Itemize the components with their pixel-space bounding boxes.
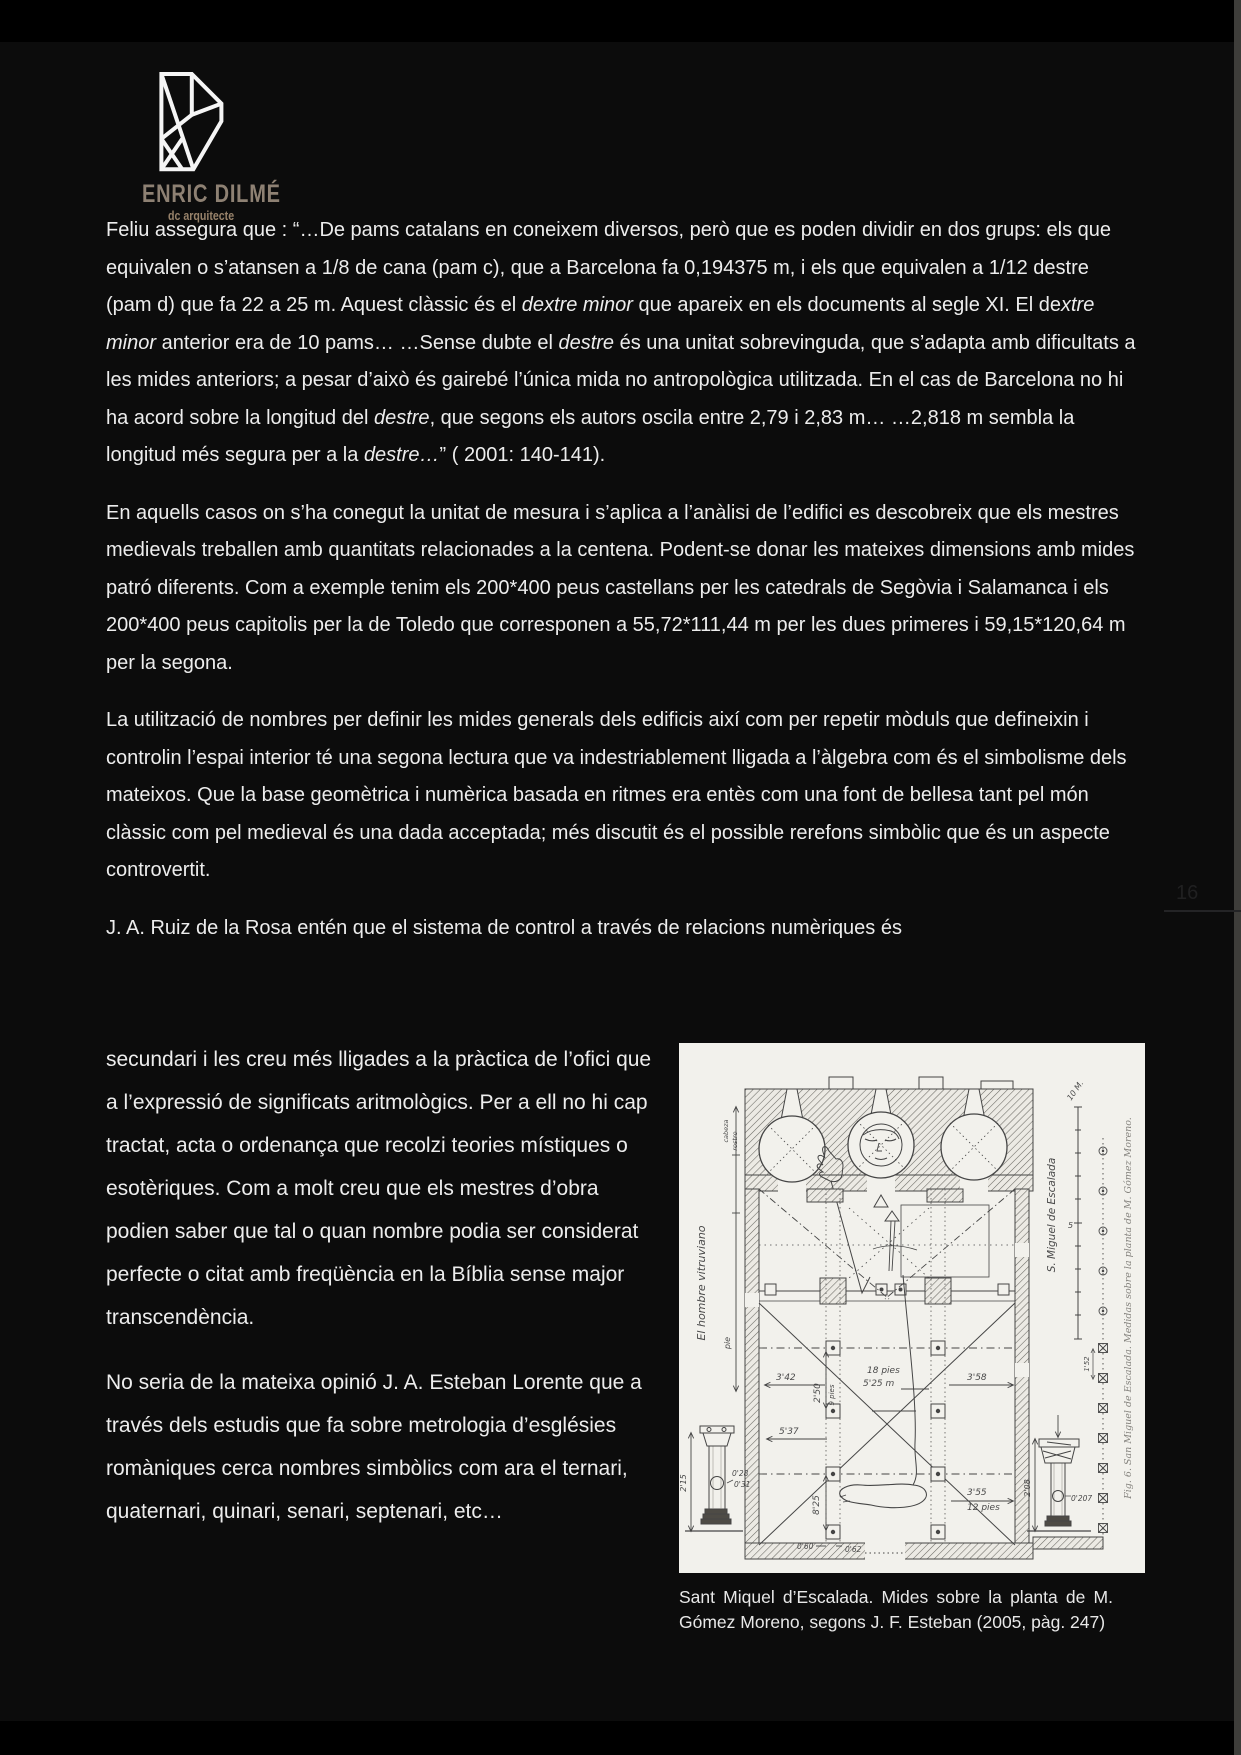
dim-label-9pies: 9 pies (828, 1384, 836, 1406)
dim-label-525: 5'25 m (863, 1379, 895, 1389)
scale-label-10m: 10 M. (1065, 1078, 1086, 1103)
dim-label-152: 1'52 (1083, 1356, 1091, 1372)
dim-label-18pies: 18 pies (867, 1366, 900, 1376)
body-text (106, 212, 1136, 967)
dim-label-208: 2'08 (1023, 1479, 1032, 1497)
vitruvian-man-label: El hombre vitruviano (695, 1225, 708, 1341)
dim-label-825: 8'25 (812, 1495, 822, 1515)
paragraph-1: Feliu assegura que : “…De pams catalans en coneixem diversos, però que es poden dividir en dos grups: els que equivalen o s’atansen a 1/8 de cana (pam c), que a Barcelona fa 0,194375 m, i els que equivalen a 1/12 destre (pam d) que fa 22 a 25 m. Aquest clàssic és el dextre minor que apareix en els documents al segle XI. El dextre minor anterior era de 10 pams… …Sense dubte el destre és una unitat sobrevinguda, que s’adapta amb dificultats a les mides anteriors; a pesar d’això és gairebé l’única mida no antropològica utilitzada. En el cas de Barcelona no hi ha acord sobre la longitud del destre, que segons els autors oscila entre 2,79 i 2,83 m… …2,818 m sembla la longitud més segura per a la destre…” ( 2001: 140-141). (106, 219, 1136, 466)
dim-label-060: 0'60 (797, 1542, 814, 1551)
logo (142, 70, 281, 223)
top-black-band (0, 0, 1241, 42)
dim-label-358: 3'58 (967, 1373, 987, 1383)
dim-label-342: 3'42 (776, 1373, 796, 1383)
dim-label-537: 5'37 (779, 1427, 799, 1437)
logo-title: ENRIC DILMÉ (142, 180, 281, 208)
dim-label-028: 0'28 (732, 1469, 749, 1478)
dim-label-031: 0'31 (734, 1480, 751, 1489)
figure-panel (679, 1043, 1145, 1573)
paragraph-4-intro: J. A. Ruiz de la Rosa entén que el sistema de control a través de relacions numèriques és (106, 916, 902, 939)
dim-label-215: 2'15 (679, 1474, 688, 1492)
wrapped-text-column (106, 1038, 662, 1555)
church-name-label: S. Miguel de Escalada (1046, 1157, 1058, 1273)
floor-plan-figure (679, 1043, 1145, 1573)
dim-label-12pies: 12 pies (967, 1503, 1000, 1513)
figure-caption: Sant Miquel d’Escalada. Mides sobre la planta de M. Gómez Moreno, segons J. F. Esteban (2005, pàg. 247) (679, 1587, 1113, 1632)
page-number: 16 (1164, 882, 1241, 912)
dim-label-0207: 0'207 (1071, 1494, 1093, 1503)
paragraph-4-rest: secundari i les creu més lligades a la pràctica de l’ofici que a l’expressió de significats aritmològics. Per a ell no hi cap tractat, acta o ordenança que recolzi teories místiques o esotèriques. Com a molt creu que els mestres d’obra podien saber que tal o quan nombre podia ser considerat perfecte o citat amb freqüència en la Bíblia sense major transcendència. (106, 1048, 652, 1329)
dim-label-355: 3'55 (967, 1488, 987, 1498)
cabeza-label: cabeza (722, 1119, 730, 1143)
paragraph-3: La utilització de nombres per definir les mides generals dels edificis així com per repetir mòduls que defineixin i controlin l’espai interior té una segona lectura que va indestriablement lligada a l’àlgebra com és el simbolisme dels mateixos. Que la base geomètrica i numèrica basada en ritmes era entès com una font de bellesa tant pel món clàssic com pel medieval és una dada acceptada; més discutit és el possible rerefons simbòlic que és un aspecte controvertit. (106, 709, 1127, 881)
paragraph-2: En aquells casos on s’ha conegut la unitat de mesura i s’aplica a l’anàlisi de l’edifici es descobreix que els mestres medievals treballen amb quantitats relacionades a la centena. Podent-se donar les mateixes dimensions amb mides patró diferents. Com a exemple tenim els 200*400 peus castellans per les catedrals de Segòvia i Salamanca i els 200*400 peus capitolis per la de Toledo que corresponen a 55,72*111,44 m per les dues primeres i 59,15*120,64 m per la segona. (106, 501, 1135, 674)
page-edge-strip (1234, 0, 1241, 1755)
logo-mark-icon (150, 70, 232, 174)
pie-label: pie (723, 1336, 732, 1350)
figure-side-caption: Fig. 6. San Miguel de Escalada. Medidas sobre la planta de M. Gómez Moreno. (1123, 1117, 1134, 1499)
paragraph-5: No seria de la mateixa opinió J. A. Esteban Lorente que a través dels estudis que fa sobre metrologia d’esglésies romàniques cerca nombres simbòlics com ara el ternari, quaternari, quinari, senari, septenari, etc… (106, 1371, 642, 1523)
logo-subtitle: dc arquitecte (168, 209, 235, 223)
scale-label-5: 5 (1068, 1221, 1074, 1230)
dim-label-250: 2'50 (813, 1383, 823, 1403)
dim-label-062: 0'62 (845, 1545, 862, 1554)
rostro-label: rostro (731, 1131, 739, 1151)
bottom-black-band (0, 1721, 1241, 1755)
